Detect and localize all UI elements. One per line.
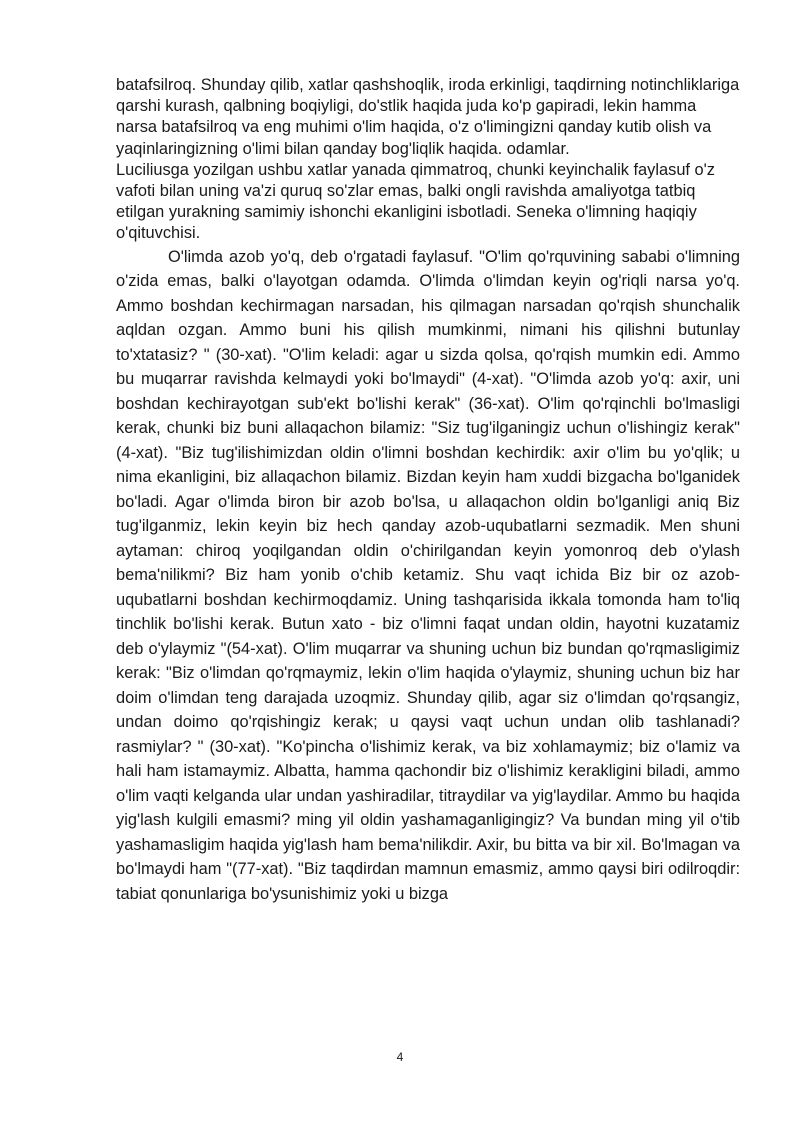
second-paragraph: Luciliusga yozilgan ushbu xatlar yanada qimmatroq, chunki keyinchalik faylasuf o'z vafoti bilan uning va'zi quruq so'zlar emas, balki ongli ravishda amaliyotga tatbiq etilgan yurakning samimiy ishonchi ekanligini isbotladi. Seneka o'limning haqiqiy o'qituvchisi. [116,160,715,243]
document-page [116,75,740,906]
intro-paragraph: batafsilroq. Shunday qilib, xatlar qashshoqlik, iroda erkinligi, taqdirning notinchliklariga qarshi kurash, qalbning boqiyligi, do'stlik haqida juda ko'p gapiradi, lekin hamma narsa batafsilroq va eng muhimi o'lim haqida, o'z o'limingizni qanday kutib olish va yaqinlaringizning o'limi bilan qanday bog'liqlik haqida. odamlar. [116,76,740,158]
main-paragraph: O'limda azob yo'q, deb o'rgatadi faylasuf. "O'lim qo'rquvining sababi o'limning o'zida emas, balki o'layotgan odamda. O'limda o'limdan keyin og'riqli narsa yo'q. Ammo boshdan kechirmagan narsadan, his qilmagan narsadan qo'rqish shunchalik aqldan ozgan. Ammo buni his qilish mumkinmi, nimani his qilishni butunlay to'xtatasiz? " (30-xat). "O'lim keladi: agar u sizda qolsa, qo'rqish mumkin edi. Ammo bu muqarrar ravishda kelmaydi yoki bo'lmaydi" (4-xat). "O'limda azob yo'q: axir, uni boshdan kechirayotgan sub'ekt bo'lishi kerak" (36-xat). O'lim qo'rqinchli bo'lmasligi kerak, chunki biz buni allaqachon bilamiz: "Siz tug'ilganingiz uchun o'lishingiz kerak" (4-xat). "Biz tug'ilishimizdan oldin o'limni boshdan kechirdik: axir o'lim bu yo'qlik; u nima ekanligini, biz allaqachon bilamiz. Bizdan keyin ham xuddi bizgacha bo'lganidek bo'ladi. Agar o'limda biron bir azob bo'lsa, u allaqachon oldin bo'lganligi aniq Biz tug'ilganmiz, lekin keyin biz hech qanday azob-uqubatlarni sezmadik. Men shuni aytaman: chiroq yoqilgandan oldin o'chirilgandan keyin yomonroq deb o'ylash bema'nilikmi? Biz ham yonib o'chib ketamiz. Shu vaqt ichida Biz bir oz azob-uqubatlarni boshdan kechirmoqdamiz. Uning tashqarisida ikkala tomonda ham to'liq tinchlik bo'lishi kerak. Butun xato - biz o'limni faqat undan oldin, hayotni kuzatamiz deb o'ylaymiz "(54-xat). O'lim muqarrar va shuning uchun biz bundan qo'rqmasligimiz kerak: "Biz o'limdan qo'rqmaymiz, lekin o'lim haqida o'ylaymiz, shuning uchun biz har doim o'limdan teng darajada uzoqmiz. Shunday qilib, agar siz o'limdan qo'rqsangiz, undan doimo qo'rqishingiz kerak; u qaysi vaqt uchun undan olib tashlanadi? rasmiylar? " (30-xat). "Ko'pincha o'lishimiz kerak, va biz xohlamaymiz; biz o'lamiz va hali ham istamaymiz. Albatta, hamma qachondir biz o'lishimiz kerakligini biladi, ammo o'lim vaqti kelganda ular undan yashiradilar, titraydilar va yig'laydilar. Ammo bu haqida yig'lash kulgili emasmi? ming yil oldin yashamaganligingiz? Va bundan ming yil o'tib yashamasligim haqida yig'lash ham bema'nilikdir. Axir, bu bitta va bir xil. Bo'lmagan va bo'lmaydi ham "(77-xat). "Biz taqdirdan mamnun emasmiz, ammo qaysi biri odilroqdir: tabiat qonunlariga bo'ysunishimiz yoki u bizga [116,247,740,903]
page-number: 4 [396,1050,404,1064]
